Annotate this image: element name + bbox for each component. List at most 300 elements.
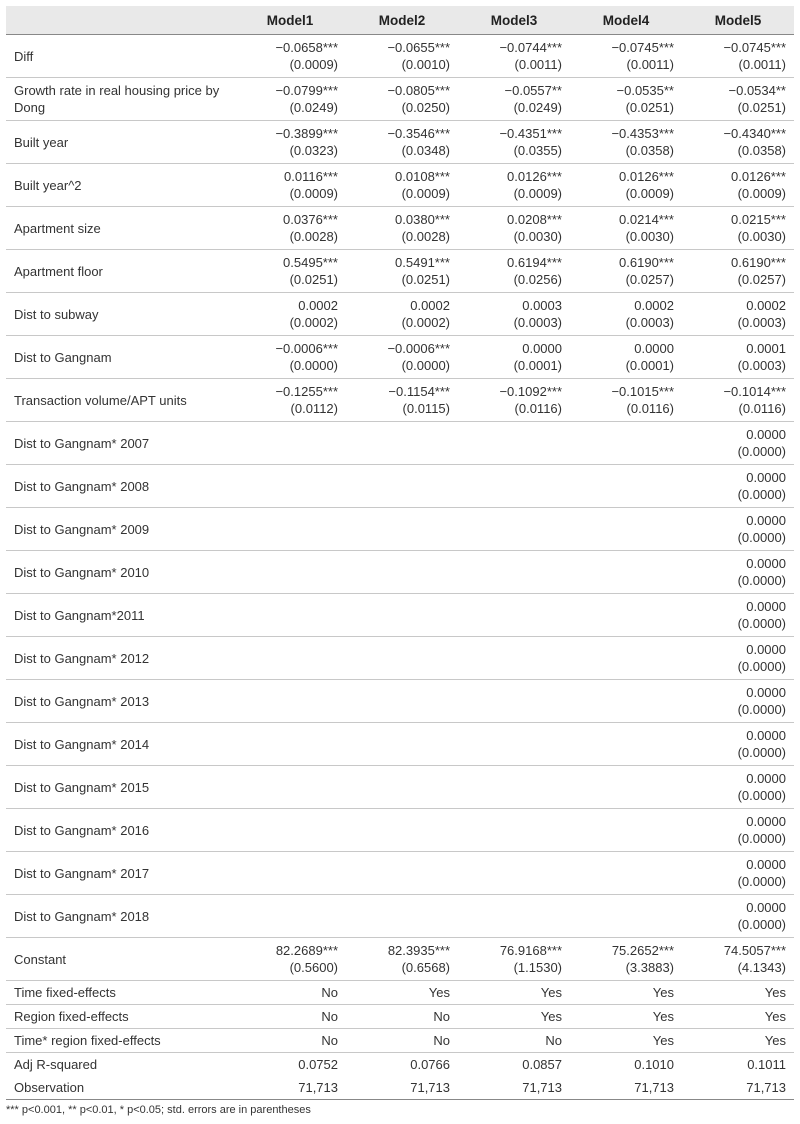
std-error: (0.0251) (737, 100, 786, 115)
coefficient: 82.3935*** (387, 943, 450, 958)
coef-row (6, 895, 794, 938)
std-error: (0.0000) (401, 358, 450, 373)
std-error: (0.0358) (737, 143, 786, 158)
coefficient: 0.0000 (746, 728, 786, 743)
std-error: (0.0000) (737, 702, 786, 717)
coefficient: 0.0000 (746, 900, 786, 915)
header-row (6, 6, 794, 35)
model4-cell (570, 551, 682, 594)
model5-cell (682, 207, 794, 250)
coefficient: −0.1154*** (388, 384, 450, 399)
std-error: (0.6568) (401, 960, 450, 975)
model5-cell: Yes (682, 1029, 794, 1053)
row-label: Observation (6, 1076, 234, 1100)
row-label: Growth rate in real housing price by Dong (6, 78, 234, 121)
std-error: (0.0116) (626, 401, 674, 416)
coefficient: −0.0745*** (723, 40, 786, 55)
model2-cell: No (346, 1029, 458, 1053)
model1-cell (234, 35, 346, 78)
std-error: (0.0348) (401, 143, 450, 158)
std-error: (0.0030) (513, 229, 562, 244)
coefficient: 0.0000 (746, 470, 786, 485)
coef-row (6, 250, 794, 293)
coef-row (6, 336, 794, 379)
model3-cell: No (458, 1029, 570, 1053)
coefficient: 0.0002 (410, 298, 450, 313)
model1-cell (234, 78, 346, 121)
model1-cell (234, 680, 346, 723)
model4-cell (570, 938, 682, 981)
model1-cell: No (234, 981, 346, 1005)
model1-cell: 0.0752 (298, 1057, 338, 1072)
std-error: (0.0009) (401, 186, 450, 201)
coefficient: 0.5495*** (283, 255, 338, 270)
coefficient: 0.6190*** (731, 255, 786, 270)
model1-cell (234, 637, 346, 680)
model1-cell: 71,713 (234, 1076, 346, 1100)
model4-cell: Yes (570, 981, 682, 1005)
row-label: Apartment size (6, 207, 234, 250)
std-error: (0.0358) (625, 143, 674, 158)
model2-cell (346, 293, 458, 336)
row-label: Dist to subway (6, 293, 234, 336)
model1-cell (234, 250, 346, 293)
std-error: (1.1530) (513, 960, 562, 975)
model1-cell (234, 895, 346, 938)
std-error: (0.0009) (737, 186, 786, 201)
model5-cell (682, 938, 794, 981)
model4-cell: Yes (570, 1005, 682, 1029)
fixed-effects-row (6, 1005, 794, 1029)
model4-cell: Yes (570, 1029, 682, 1053)
model4-cell (570, 35, 682, 78)
std-error: (0.0251) (289, 272, 338, 287)
model2-cell (346, 637, 458, 680)
row-label: Apartment floor (6, 250, 234, 293)
std-error: (0.0000) (737, 788, 786, 803)
model1-cell (234, 207, 346, 250)
coefficient: −0.0744*** (499, 40, 562, 55)
model4-cell (570, 336, 682, 379)
model3-cell (458, 465, 570, 508)
std-error: (0.0003) (513, 315, 562, 330)
coefficient: 0.0000 (746, 642, 786, 657)
model5-cell (682, 164, 794, 207)
row-label: Dist to Gangnam* 2010 (6, 551, 234, 594)
fixed-effects-row (6, 981, 794, 1005)
row-label: Dist to Gangnam* 2007 (6, 422, 234, 465)
model2-cell (346, 35, 458, 78)
coefficient: 76.9168*** (499, 943, 562, 958)
model1-cell (234, 594, 346, 637)
header-model1: Model1 (234, 6, 346, 35)
coef-row (6, 35, 794, 78)
model5-cell (682, 680, 794, 723)
coef-row (6, 551, 794, 594)
coefficient: 0.0376*** (283, 212, 338, 227)
std-error: (3.3883) (625, 960, 674, 975)
std-error: (0.0249) (513, 100, 562, 115)
coef-row (6, 938, 794, 981)
coefficient: 0.0001 (746, 341, 786, 356)
coefficient: 0.0003 (522, 298, 562, 313)
model5-cell (682, 78, 794, 121)
model1-cell (234, 293, 346, 336)
coefficient: −0.0557** (504, 83, 562, 98)
coefficient: 0.0000 (746, 556, 786, 571)
std-error: (0.0000) (737, 831, 786, 846)
model2-cell (346, 852, 458, 895)
model5-cell (682, 508, 794, 551)
regression-table (6, 6, 794, 1100)
std-error: (4.1343) (737, 960, 786, 975)
model1-cell (234, 508, 346, 551)
coefficient: −0.0805*** (387, 83, 450, 98)
model2-cell (346, 723, 458, 766)
std-error: (0.0257) (737, 272, 786, 287)
std-error: (0.0001) (513, 358, 562, 373)
std-error: (0.0009) (513, 186, 562, 201)
coefficient: −0.0535** (616, 83, 674, 98)
coef-row (6, 207, 794, 250)
model4-cell: 0.1010 (634, 1057, 674, 1072)
coefficient: 0.0126*** (507, 169, 562, 184)
row-label: Region fixed-effects (6, 1005, 234, 1029)
coefficient: −0.3899*** (275, 126, 338, 141)
coefficient: 0.0000 (746, 814, 786, 829)
std-error: (0.0010) (401, 57, 450, 72)
coefficient: −0.4351*** (499, 126, 562, 141)
coefficient: 0.0002 (634, 298, 674, 313)
stat-row (6, 1053, 794, 1077)
std-error: (0.0000) (737, 444, 786, 459)
model1-cell (234, 121, 346, 164)
coefficient: 0.0380*** (395, 212, 450, 227)
coefficient: −0.1015*** (611, 384, 674, 399)
coefficient: 75.2652*** (611, 943, 674, 958)
coef-row (6, 422, 794, 465)
model4-cell (570, 680, 682, 723)
model5-cell (682, 723, 794, 766)
coefficient: −0.1255*** (275, 384, 338, 399)
model3-cell (458, 35, 570, 78)
model5-cell (682, 121, 794, 164)
coefficient: 0.0000 (746, 685, 786, 700)
std-error: (0.0256) (513, 272, 562, 287)
coefficient: −0.1092*** (499, 384, 562, 399)
std-error: (0.0003) (737, 315, 786, 330)
model3-cell (458, 379, 570, 422)
coefficient: −0.0006*** (275, 341, 338, 356)
model5-cell (682, 250, 794, 293)
row-label: Constant (6, 938, 234, 981)
model2-cell (346, 121, 458, 164)
coefficient: 0.0215*** (731, 212, 786, 227)
row-label: Time* region fixed-effects (6, 1029, 234, 1053)
coefficient: 0.0116*** (284, 169, 338, 184)
coef-row (6, 78, 794, 121)
model3-cell (458, 852, 570, 895)
row-label: Transaction volume/APT units (6, 379, 234, 422)
row-label: Dist to Gangnam* 2008 (6, 465, 234, 508)
coef-row (6, 809, 794, 852)
coefficient: 0.0000 (746, 513, 786, 528)
std-error: (0.0000) (737, 573, 786, 588)
std-error: (0.0112) (290, 401, 338, 416)
model3-cell (458, 680, 570, 723)
coefficient: 0.0214*** (619, 212, 674, 227)
coefficient: 0.0000 (522, 341, 562, 356)
model2-cell: No (346, 1005, 458, 1029)
model2-cell (346, 594, 458, 637)
model5-cell (682, 852, 794, 895)
std-error: (0.0000) (737, 874, 786, 889)
coefficient: −0.0745*** (611, 40, 674, 55)
model4-cell (570, 293, 682, 336)
coefficient: 0.0126*** (619, 169, 674, 184)
header-model3: Model3 (458, 6, 570, 35)
coefficient: 0.0000 (746, 771, 786, 786)
std-error: (0.0011) (626, 57, 674, 72)
std-error: (0.0011) (738, 57, 786, 72)
std-error: (0.0003) (737, 358, 786, 373)
model1-cell (234, 422, 346, 465)
model4-cell (570, 895, 682, 938)
coef-row (6, 680, 794, 723)
model2-cell: 0.0766 (410, 1057, 450, 1072)
row-label: Built year^2 (6, 164, 234, 207)
model2-cell (346, 250, 458, 293)
coef-row (6, 508, 794, 551)
model5-cell: Yes (682, 1005, 794, 1029)
row-label: Dist to Gangnam* 2016 (6, 809, 234, 852)
model2-cell: 71,713 (346, 1076, 458, 1100)
model3-cell (458, 336, 570, 379)
model2-cell (346, 551, 458, 594)
model2-cell (346, 207, 458, 250)
model4-cell: 71,713 (570, 1076, 682, 1100)
std-error: (0.0028) (289, 229, 338, 244)
model2-cell (346, 938, 458, 981)
model3-cell (458, 250, 570, 293)
coef-row (6, 379, 794, 422)
model5-cell (682, 336, 794, 379)
header-model5: Model5 (682, 6, 794, 35)
model5-cell (682, 594, 794, 637)
coefficient: 0.0002 (746, 298, 786, 313)
row-label: Time fixed-effects (6, 981, 234, 1005)
coefficient: 0.0126*** (731, 169, 786, 184)
std-error: (0.0030) (625, 229, 674, 244)
model1-cell (234, 809, 346, 852)
std-error: (0.0000) (737, 530, 786, 545)
coefficient: 0.0208*** (507, 212, 562, 227)
model4-cell (570, 766, 682, 809)
model5-cell (682, 766, 794, 809)
std-error: (0.0000) (737, 487, 786, 502)
model4-cell (570, 78, 682, 121)
model3-cell (458, 207, 570, 250)
header-blank (6, 6, 234, 35)
coefficient: 0.0000 (746, 857, 786, 872)
std-error: (0.0001) (625, 358, 674, 373)
coefficient: 0.0000 (634, 341, 674, 356)
std-error: (0.0030) (737, 229, 786, 244)
model2-cell (346, 164, 458, 207)
model5-cell: 71,713 (682, 1076, 794, 1100)
model1-cell: No (234, 1029, 346, 1053)
coef-row (6, 164, 794, 207)
model2-cell: Yes (346, 981, 458, 1005)
row-label: Dist to Gangnam* 2012 (6, 637, 234, 680)
model2-cell (346, 78, 458, 121)
model1-cell (234, 164, 346, 207)
coefficient: 0.5491*** (395, 255, 450, 270)
model5-cell (682, 895, 794, 938)
coefficient: 74.5057*** (723, 943, 786, 958)
model5-cell (682, 422, 794, 465)
model5-cell (682, 551, 794, 594)
row-label: Dist to Gangnam* 2009 (6, 508, 234, 551)
row-label: Built year (6, 121, 234, 164)
std-error: (0.0000) (289, 358, 338, 373)
model5-cell (682, 35, 794, 78)
model1-cell (234, 766, 346, 809)
coefficient: 82.2689*** (275, 943, 338, 958)
row-label: Dist to Gangnam*2011 (6, 594, 234, 637)
model3-cell (458, 78, 570, 121)
std-error: (0.0355) (513, 143, 562, 158)
row-label: Dist to Gangnam* 2017 (6, 852, 234, 895)
model4-cell (570, 121, 682, 164)
model3-cell (458, 637, 570, 680)
model3-cell: 0.0857 (522, 1057, 562, 1072)
model3-cell (458, 723, 570, 766)
model2-cell (346, 336, 458, 379)
coefficient: −0.0006*** (387, 341, 450, 356)
model5-cell (682, 637, 794, 680)
std-error: (0.5600) (289, 960, 338, 975)
coefficient: 0.0002 (298, 298, 338, 313)
header-model4: Model4 (570, 6, 682, 35)
std-error: (0.0002) (289, 315, 338, 330)
model4-cell (570, 852, 682, 895)
row-label: Adj R-squared (14, 1057, 98, 1072)
model2-cell (346, 508, 458, 551)
model1-cell (234, 723, 346, 766)
model4-cell (570, 250, 682, 293)
coefficient: −0.0658*** (275, 40, 338, 55)
model2-cell (346, 809, 458, 852)
std-error: (0.0251) (625, 100, 674, 115)
model4-cell (570, 164, 682, 207)
model5-cell (682, 379, 794, 422)
table-footnote: *** p<0.001, ** p<0.01, * p<0.05; std. errors are in parentheses (6, 1104, 311, 1116)
row-label: Dist to Gangnam* 2014 (6, 723, 234, 766)
model5-cell (682, 809, 794, 852)
coefficient: 0.6190*** (619, 255, 674, 270)
fixed-effects-row (6, 1029, 794, 1053)
std-error: (0.0003) (625, 315, 674, 330)
model3-cell (458, 121, 570, 164)
coefficient: −0.0534** (728, 83, 786, 98)
model3-cell (458, 766, 570, 809)
model5-cell: Yes (682, 981, 794, 1005)
std-error: (0.0251) (401, 272, 450, 287)
std-error: (0.0116) (738, 401, 786, 416)
coefficient: 0.6194*** (507, 255, 562, 270)
coefficient: −0.0655*** (387, 40, 450, 55)
std-error: (0.0323) (289, 143, 338, 158)
coefficient: −0.3546*** (387, 126, 450, 141)
coef-row (6, 594, 794, 637)
coefficient: −0.1014*** (723, 384, 786, 399)
header-model2: Model2 (346, 6, 458, 35)
model1-cell (234, 852, 346, 895)
model1-cell (234, 938, 346, 981)
model1-cell (234, 336, 346, 379)
coef-row (6, 293, 794, 336)
model4-cell (570, 379, 682, 422)
model2-cell (346, 680, 458, 723)
coef-row (6, 465, 794, 508)
std-error: (0.0009) (289, 57, 338, 72)
std-error: (0.0115) (402, 401, 450, 416)
model2-cell (346, 422, 458, 465)
model2-cell (346, 766, 458, 809)
model3-cell (458, 895, 570, 938)
model3-cell (458, 422, 570, 465)
row-label: Dist to Gangnam* 2013 (6, 680, 234, 723)
std-error: (0.0116) (514, 401, 562, 416)
model5-cell: 0.1011 (747, 1057, 786, 1072)
std-error: (0.0000) (737, 917, 786, 932)
model4-cell (570, 465, 682, 508)
model3-cell (458, 508, 570, 551)
model1-cell (234, 551, 346, 594)
std-error: (0.0000) (737, 659, 786, 674)
model3-cell: 71,713 (458, 1076, 570, 1100)
model3-cell: Yes (458, 1005, 570, 1029)
std-error: (0.0009) (289, 186, 338, 201)
coefficient: 0.0000 (746, 427, 786, 442)
model3-cell (458, 809, 570, 852)
model5-cell (682, 293, 794, 336)
stat-row (6, 1076, 794, 1100)
row-label: Dist to Gangnam* 2018 (6, 895, 234, 938)
std-error: (0.0000) (737, 745, 786, 760)
model1-cell (234, 379, 346, 422)
coefficient: −0.4353*** (611, 126, 674, 141)
model1-cell (234, 465, 346, 508)
row-label: Dist to Gangnam (6, 336, 234, 379)
regression-table-container (6, 6, 794, 1116)
model2-cell (346, 465, 458, 508)
std-error: (0.0002) (401, 315, 450, 330)
model3-cell (458, 938, 570, 981)
model3-cell (458, 594, 570, 637)
model3-cell: Yes (458, 981, 570, 1005)
model3-cell (458, 164, 570, 207)
model4-cell (570, 723, 682, 766)
model2-cell (346, 379, 458, 422)
std-error: (0.0028) (401, 229, 450, 244)
coef-row (6, 121, 794, 164)
model1-cell: No (234, 1005, 346, 1029)
model2-cell (346, 895, 458, 938)
std-error: (0.0250) (401, 100, 450, 115)
coef-row (6, 766, 794, 809)
